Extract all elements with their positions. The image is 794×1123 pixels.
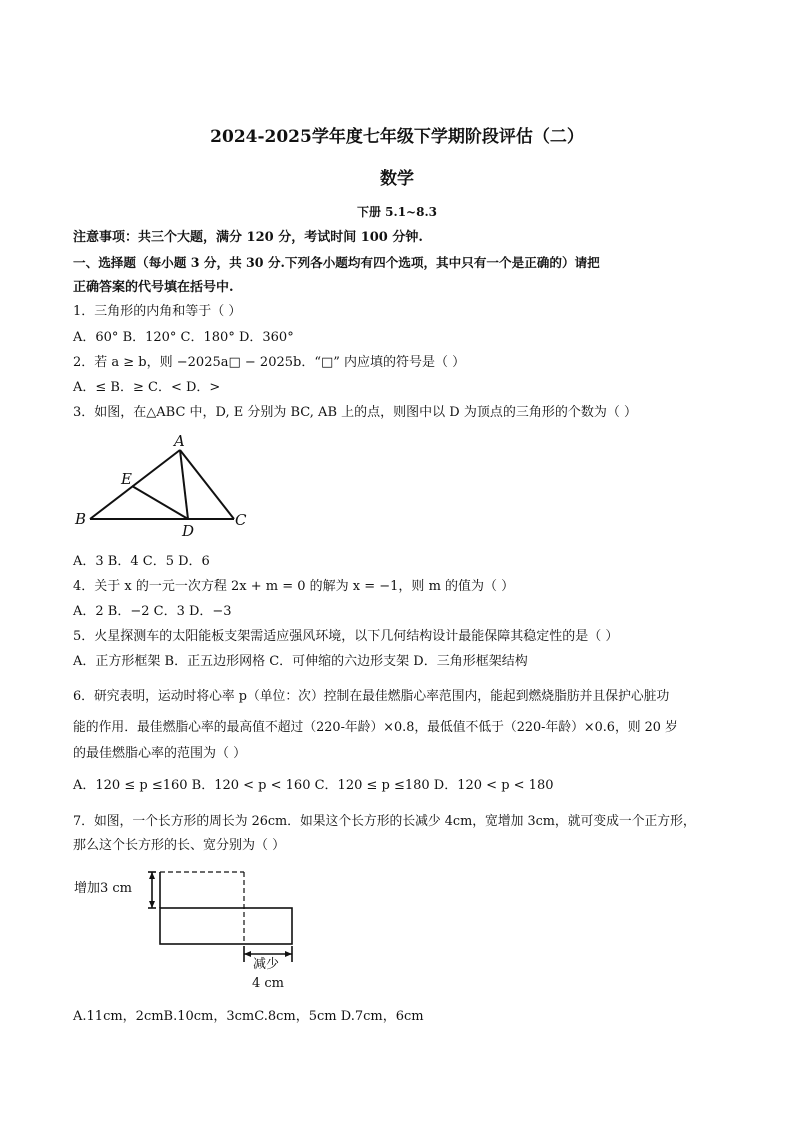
q1-options: A．60° B．120° C．180° D．360°	[73, 330, 294, 345]
q4-options: A．2 B．−2 C．3 D．−3	[73, 604, 232, 619]
segment-AC	[180, 450, 234, 519]
q7-stem-line1: 7．如图，一个长方形的周长为 26cm．如果这个长方形的长减少 4cm，宽增加 3cm，就可变成一个正方形，	[73, 814, 696, 829]
q5-stem: 5．火星探测车的太阳能板支架需适应强风环境，以下几何结构设计最能保障其稳定性的是（ ）	[73, 629, 619, 644]
q5-options: A．正方形框架 B．正五边形网格 C．可伸缩的六边形支架 D．三角形框架结构	[73, 654, 528, 669]
q6-stem-line3: 的最佳燃脂心率的范围为（ ）	[73, 746, 247, 761]
triangle-figure	[72, 428, 262, 540]
vertex-label-D: D	[182, 522, 195, 540]
subject-title: 数学	[380, 169, 414, 189]
q2-stem: 2．若 a ≥ b，则 −2025a□ − 2025b．“□” 内应填的符号是（ ）	[73, 355, 466, 370]
q7-stem-line2: 那么这个长方形的长、宽分别为（ ）	[73, 838, 286, 853]
q4-stem: 4．关于 x 的一元一次方程 2x + m = 0 的解为 x = −1，则 m 的值为（ ）	[73, 579, 515, 594]
q1-stem: 1．三角形的内角和等于（ ）	[73, 304, 242, 319]
section1-heading-line2: 正确答案的代号填在括号中.	[73, 280, 234, 295]
decrease-amount-label: 4 cm	[252, 976, 285, 991]
rectangle-figure	[72, 862, 312, 994]
segment-AD	[180, 450, 188, 519]
segment-AB	[90, 450, 180, 519]
q3-options: A．3 B．4 C．5 D．6	[73, 554, 210, 569]
vertex-label-C: C	[235, 511, 247, 529]
decrease-label: 减少	[253, 957, 280, 972]
notice: 注意事项：共三个大题，满分 120 分，考试时间 100 分钟.	[73, 230, 423, 245]
q6-stem-line1: 6．研究表明，运动时将心率 p（单位：次）控制在最佳燃脂心率范围内，能起到燃烧脂肪并且保护心脏功	[73, 689, 670, 704]
original-rectangle	[160, 908, 292, 944]
vertex-label-E: E	[121, 470, 132, 488]
q7-options: A.11cm，2cmB.10cm，3cmC.8cm，5cm D.7cm，6cm	[73, 1009, 424, 1024]
exam-title: 2024-2025学年度七年级下学期阶段评估（二）	[210, 127, 584, 147]
q3-stem: 3．如图，在△ABC 中，D, E 分别为 BC, AB 上的点，则图中以 D 为顶点的三角形的个数为（ ）	[73, 405, 637, 420]
q6-options: A．120 ≤ p ≤160 B．120 < p < 160 C．120 ≤ p ≤180 D．120 < p < 180	[73, 778, 554, 793]
section1-heading-line1: 一、选择题（每小题 3 分，共 30 分.下列各小题均有四个选项，其中只有一个是正确的）请把	[73, 255, 600, 270]
scope-label: 下册 5.1~8.3	[357, 205, 437, 219]
vertex-label-B: B	[75, 510, 87, 528]
q2-options: A．≤ B．≥ C．< D．>	[73, 380, 221, 395]
increase-label: 增加3 cm	[74, 881, 133, 896]
q6-stem-line2: 能的作用．最佳燃脂心率的最高值不超过（220-年龄）×0.8，最低值不低于（220-年龄）×0.6，则 20 岁	[73, 720, 678, 735]
vertex-label-A: A	[174, 432, 185, 450]
segment-ED	[132, 486, 188, 519]
